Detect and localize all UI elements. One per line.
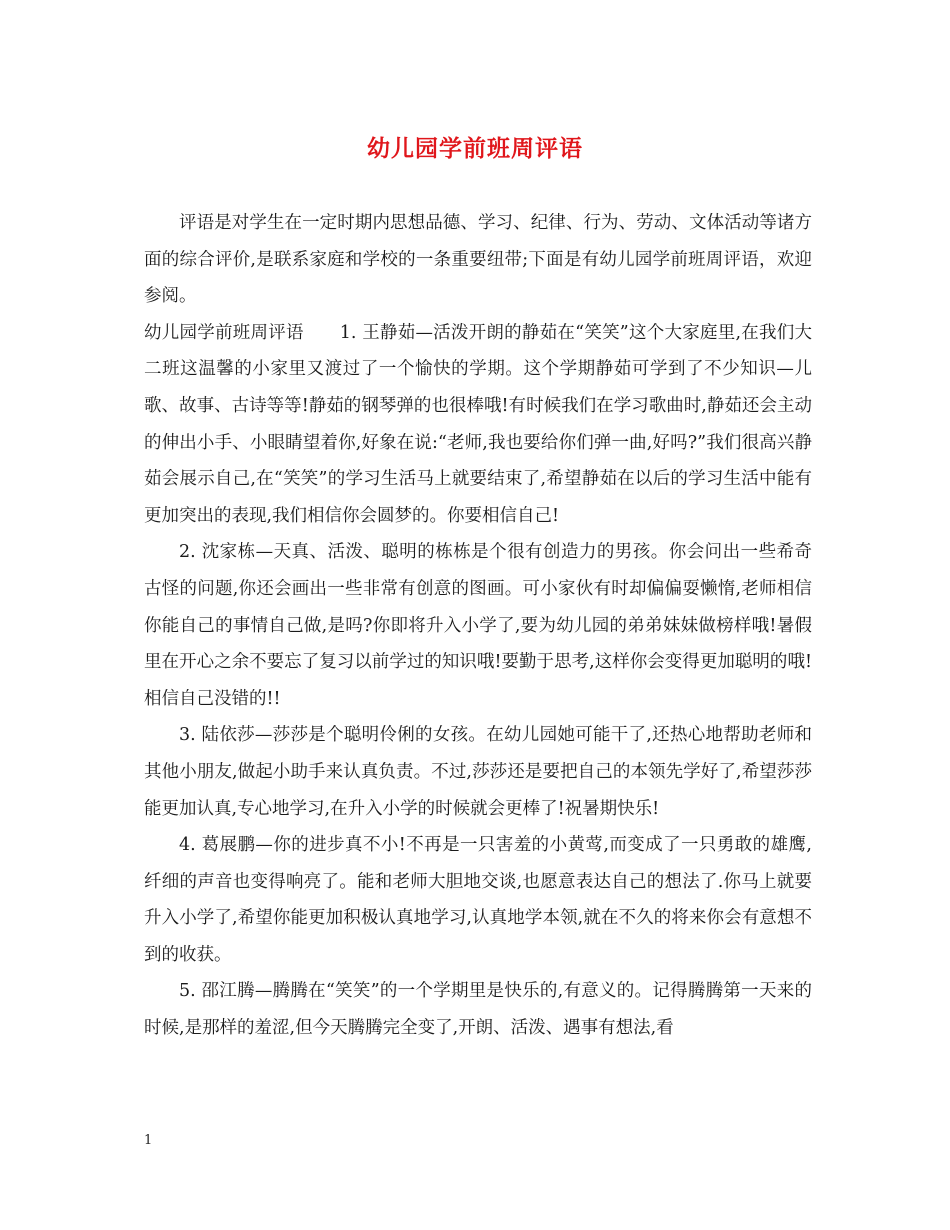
item-paragraph-3: 3. 陆依莎—莎莎是个聪明伶俐的女孩。在幼儿园她可能干了,还热心地帮助老师和其他小朋友,做起小助手来认真负责。不过,莎莎还是要把自己的本领先学好了,希望莎莎能更加认真,专心地学习,在升入小学的时候就会更棒了!祝暑期快乐! xyxy=(144,725,812,819)
page-number: 1 xyxy=(144,1133,153,1148)
document-title: 幼儿园学前班周评语 xyxy=(367,135,583,162)
item-1-text: 1. 王静茹—活泼开朗的静茹在“笑笑”这个大家庭里,在我们大二班这温馨的小家里又渡过了一个愉快的学期。这个学期静茹可学到了不少知识—儿歌、故事、古诗等等!静茹的钢琴弹的也很棒哦!有时候我们在学习歌曲时,静茹还会主动的伸出小手、小眼睛望着你,好象在说:“老师,我也要给你们弹一曲,好吗?”我们很高兴静茹会展示自己,在“笑笑”的学习生活马上就要结束了,希望静茹在以后的学习生活中能有更加突出的表现,我们相信你会圆梦的。你要相信自己! xyxy=(144,322,813,526)
item-paragraph-2: 2. 沈家栋—天真、活泼、聪明的栋栋是个很有创造力的男孩。你会问出一些希奇古怪的问题,你还会画出一些非常有创意的图画。可小家伙有时却偏偏耍懒惰,老师相信你能自己的事情自己做,是吗?你即将升入小学了,要为幼儿园的弟弟妹妹做榜样哦!暑假里在开心之余不要忘了复习以前学过的知识哦!要勤于思考,这样你会变得更加聪明的哦!相信自己没错的!! xyxy=(144,542,812,709)
document-body xyxy=(144,205,812,1047)
item-paragraph-5: 5. 邵江腾—腾腾在“笑笑”的一个学期里是快乐的,有意义的。记得腾腾第一天来的时候,是那样的羞涩,但今天腾腾完全变了,开朗、活泼、遇事有想法,看 xyxy=(144,981,812,1039)
item-paragraph-1 xyxy=(144,315,812,535)
item-paragraph-4: 4. 葛展鹏—你的进步真不小!不再是一只害羞的小黄莺,而变成了一只勇敢的雄鹰,纤细的声音也变得响亮了。能和老师大胆地交谈,也愿意表达自己的想法了.你马上就要升入小学了,希望你能更加积极认真地学习,认真地学本领,就在不久的将来你会有意想不到的收获。 xyxy=(144,835,812,965)
intro-paragraph: 评语是对学生在一定时期内思想品德、学习、纪律、行为、劳动、文体活动等诸方面的综合评价,是联系家庭和学校的一条重要纽带;下面是有幼儿园学前班周评语，欢迎参阅。 xyxy=(144,213,812,307)
section-label: 幼儿园学前班周评语 xyxy=(144,322,304,343)
